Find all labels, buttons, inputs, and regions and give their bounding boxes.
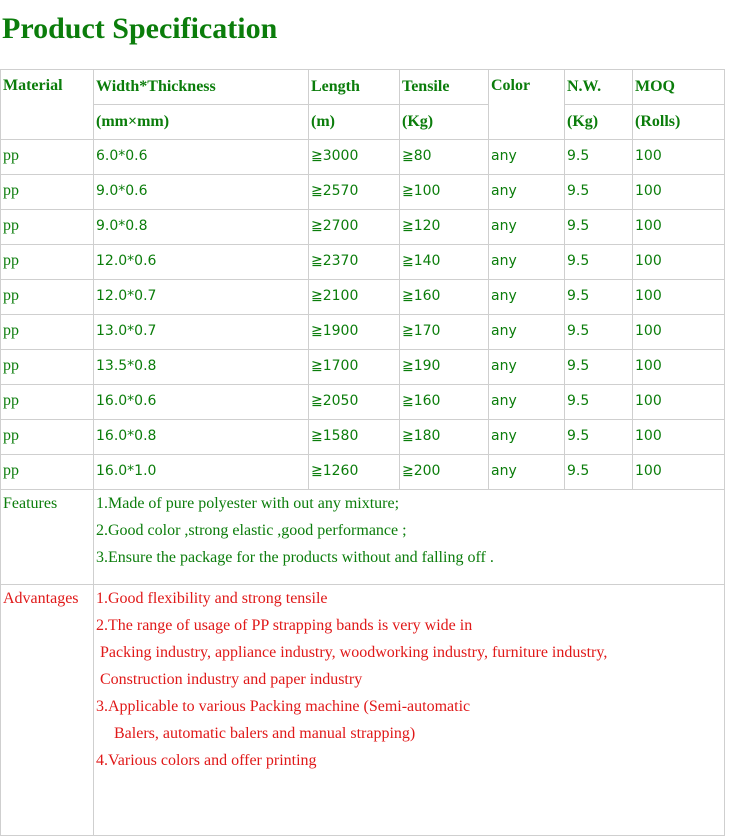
cell-width-thickness: 12.0*0.7 <box>94 280 309 315</box>
cell-width-thickness: 16.0*0.8 <box>94 420 309 455</box>
advantage-line: 3.Applicable to various Packing machine (Semi-automatic <box>96 698 471 715</box>
cell-tensile: ≧200 <box>400 455 489 490</box>
cell-length: ≧2100 <box>309 280 400 315</box>
cell-color: any <box>489 455 565 490</box>
cell-color: any <box>489 280 565 315</box>
cell-length: ≧1900 <box>309 315 400 350</box>
unit-width-thickness: (mm×mm) <box>94 105 309 140</box>
cell-tensile: ≧190 <box>400 350 489 385</box>
cell-length: ≧2700 <box>309 210 400 245</box>
table-row <box>1 245 725 280</box>
cell-width-thickness: 16.0*0.6 <box>94 385 309 420</box>
cell-tensile: ≧160 <box>400 385 489 420</box>
cell-material: pp <box>1 210 94 245</box>
unit-moq: (Rolls) <box>633 105 725 140</box>
cell-moq: 100 <box>633 315 725 350</box>
cell-moq: 100 <box>633 175 725 210</box>
feature-line: 2.Good color ,strong elastic ,good performance ; <box>96 522 407 539</box>
cell-tensile: ≧160 <box>400 280 489 315</box>
cell-width-thickness: 13.0*0.7 <box>94 315 309 350</box>
feature-line: 1.Made of pure polyester with out any mixture; <box>96 495 400 512</box>
cell-width-thickness: 12.0*0.6 <box>94 245 309 280</box>
cell-material: pp <box>1 245 94 280</box>
header-width-thickness: Width*Thickness <box>94 70 309 105</box>
cell-material: pp <box>1 385 94 420</box>
cell-color: any <box>489 420 565 455</box>
cell-moq: 100 <box>633 455 725 490</box>
cell-length: ≧3000 <box>309 140 400 175</box>
cell-color: any <box>489 140 565 175</box>
header-row <box>1 70 725 105</box>
advantages-row <box>1 585 725 836</box>
table-row <box>1 140 725 175</box>
unit-nw: (Kg) <box>565 105 633 140</box>
table-row <box>1 455 725 490</box>
advantage-line: 2.The range of usage of PP strapping bands is very wide in <box>96 617 473 634</box>
cell-nw: 9.5 <box>565 315 633 350</box>
advantage-line: 4.Various colors and offer printing <box>96 752 317 769</box>
table-row <box>1 210 725 245</box>
cell-moq: 100 <box>633 140 725 175</box>
cell-length: ≧2570 <box>309 175 400 210</box>
cell-width-thickness: 16.0*1.0 <box>94 455 309 490</box>
cell-material: pp <box>1 420 94 455</box>
cell-moq: 100 <box>633 245 725 280</box>
header-color: Color <box>489 70 565 140</box>
cell-color: any <box>489 245 565 280</box>
cell-color: any <box>489 350 565 385</box>
cell-nw: 9.5 <box>565 140 633 175</box>
cell-color: any <box>489 385 565 420</box>
cell-width-thickness: 13.5*0.8 <box>94 350 309 385</box>
cell-tensile: ≧140 <box>400 245 489 280</box>
cell-material: pp <box>1 140 94 175</box>
cell-color: any <box>489 175 565 210</box>
cell-material: pp <box>1 280 94 315</box>
table-row <box>1 385 725 420</box>
cell-nw: 9.5 <box>565 455 633 490</box>
advantages-content <box>94 585 725 836</box>
cell-material: pp <box>1 350 94 385</box>
page-title: Product Specification <box>2 12 278 45</box>
table-row <box>1 420 725 455</box>
cell-material: pp <box>1 175 94 210</box>
cell-nw: 9.5 <box>565 420 633 455</box>
cell-moq: 100 <box>633 280 725 315</box>
cell-nw: 9.5 <box>565 280 633 315</box>
cell-nw: 9.5 <box>565 245 633 280</box>
cell-nw: 9.5 <box>565 210 633 245</box>
cell-material: pp <box>1 315 94 350</box>
feature-line: 3.Ensure the package for the products without and falling off . <box>96 549 494 566</box>
cell-width-thickness: 9.0*0.6 <box>94 175 309 210</box>
cell-moq: 100 <box>633 210 725 245</box>
cell-moq: 100 <box>633 350 725 385</box>
cell-color: any <box>489 210 565 245</box>
cell-tensile: ≧180 <box>400 420 489 455</box>
cell-length: ≧1580 <box>309 420 400 455</box>
cell-width-thickness: 9.0*0.8 <box>94 210 309 245</box>
cell-moq: 100 <box>633 385 725 420</box>
spec-table <box>0 69 725 836</box>
table-row <box>1 280 725 315</box>
cell-nw: 9.5 <box>565 350 633 385</box>
advantages-label: Advantages <box>1 585 94 836</box>
advantage-line: Balers, automatic balers and manual strapping) <box>114 725 416 742</box>
header-tensile: Tensile <box>400 70 489 105</box>
cell-width-thickness: 6.0*0.6 <box>94 140 309 175</box>
unit-length: (m) <box>309 105 400 140</box>
unit-tensile: (Kg) <box>400 105 489 140</box>
cell-tensile: ≧100 <box>400 175 489 210</box>
cell-length: ≧1700 <box>309 350 400 385</box>
advantage-line: 1.Good flexibility and strong tensile <box>96 590 328 607</box>
header-units-row <box>1 105 725 140</box>
cell-color: any <box>489 315 565 350</box>
cell-moq: 100 <box>633 420 725 455</box>
cell-nw: 9.5 <box>565 385 633 420</box>
cell-tensile: ≧80 <box>400 140 489 175</box>
cell-length: ≧2050 <box>309 385 400 420</box>
header-nw: N.W. <box>565 70 633 105</box>
cell-nw: 9.5 <box>565 175 633 210</box>
header-material: Material <box>1 70 94 140</box>
features-content <box>94 490 725 585</box>
table-row <box>1 175 725 210</box>
cell-length: ≧2370 <box>309 245 400 280</box>
header-length: Length <box>309 70 400 105</box>
table-row <box>1 315 725 350</box>
cell-length: ≧1260 <box>309 455 400 490</box>
features-row <box>1 490 725 585</box>
cell-tensile: ≧170 <box>400 315 489 350</box>
features-label: Features <box>1 490 94 585</box>
advantage-line: Construction industry and paper industry <box>100 671 363 688</box>
cell-tensile: ≧120 <box>400 210 489 245</box>
header-moq: MOQ <box>633 70 725 105</box>
cell-material: pp <box>1 455 94 490</box>
table-row <box>1 350 725 385</box>
advantage-line: Packing industry, appliance industry, woodworking industry, furniture industry, <box>100 644 608 661</box>
